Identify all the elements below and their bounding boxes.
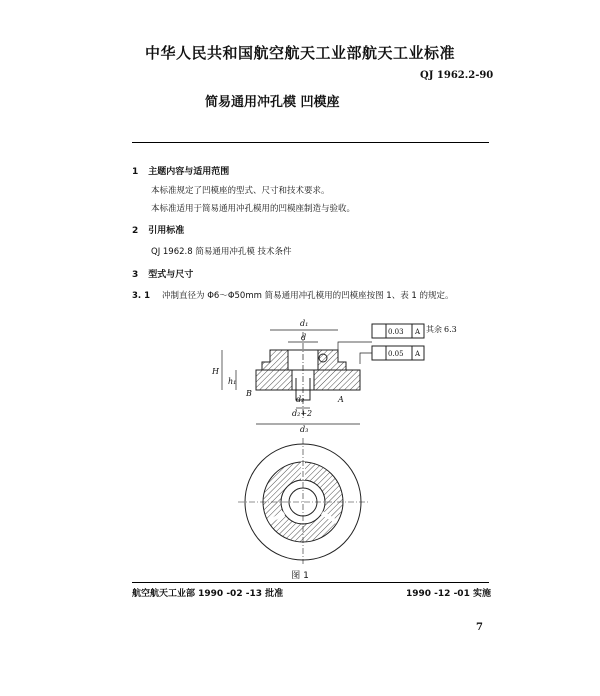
section-number: 3 (132, 270, 139, 280)
label-d3: d₃ (300, 425, 309, 434)
clause-text: 冲制直径为 Φ6～Φ50mm 简易通用冲孔模用的凹模座按图 1、表 1 的规定。 (162, 291, 454, 301)
scope-paragraph-1: 本标准规定了凹模座的型式、尺寸和技术要求。 (151, 186, 330, 196)
section-hatch-left-boss (262, 350, 288, 370)
plan-view (238, 438, 368, 564)
section-hatch-right-boss (318, 350, 346, 370)
label-H: H (212, 367, 219, 376)
datum-ref-2: A (415, 350, 421, 358)
document-title: 简易通用冲孔模 凹模座 (205, 95, 340, 110)
label-A: A (338, 395, 344, 404)
effective-date: 1990 -12 -01 实施 (406, 589, 491, 599)
clause-number: 3. 1 (132, 291, 151, 301)
label-B: B (246, 389, 252, 398)
tolerance-value-1: 0.03 (388, 328, 404, 336)
label-d1: d₁ (300, 319, 309, 328)
tolerance-frames (338, 324, 424, 364)
surface-finish-note (426, 324, 457, 334)
section-title: 型式与尺寸 (148, 270, 194, 280)
finish-note-value: 6.3 (444, 325, 457, 334)
clause-3-1 (132, 289, 454, 301)
section-title: 引用标准 (148, 226, 185, 236)
section-title: 主题内容与适用范围 (148, 167, 230, 177)
label-h1: h₁ (228, 377, 237, 386)
finish-note-text: 其余 (426, 325, 442, 334)
section-2-heading (132, 223, 184, 236)
section-number: 1 (132, 167, 139, 177)
label-d2p2: d₂+2 (292, 409, 313, 418)
section-1-heading (132, 164, 229, 177)
header-rule (132, 142, 489, 143)
datum-ref-1: A (415, 328, 421, 336)
section-hatch-right-base (314, 370, 360, 390)
tolerance-value-2: 0.05 (388, 350, 404, 358)
approval-date: 航空航天工业部 1990 -02 -13 批准 (132, 589, 284, 599)
reference-standard: QJ 1962.8 简易通用冲孔模 技术条件 (151, 247, 292, 257)
scope-paragraph-2: 本标准适用于简易通用冲孔模用的凹模座制造与验收。 (151, 204, 356, 214)
page-number: 7 (476, 622, 483, 633)
section-number: 2 (132, 226, 139, 236)
die-seat-drawing (200, 302, 470, 564)
figure-caption: 图 1 (291, 571, 309, 581)
standard-code: QJ 1962.2-90 (420, 70, 494, 81)
section-view (256, 332, 360, 420)
label-d: d (301, 333, 307, 342)
footer-rule (132, 582, 489, 583)
section-hatch-left-base (256, 370, 292, 390)
label-d2: d₂ (296, 395, 305, 404)
section-3-heading (132, 267, 193, 280)
issuing-organization: 中华人民共和国航空航天工业部航天工业标准 (144, 44, 455, 62)
